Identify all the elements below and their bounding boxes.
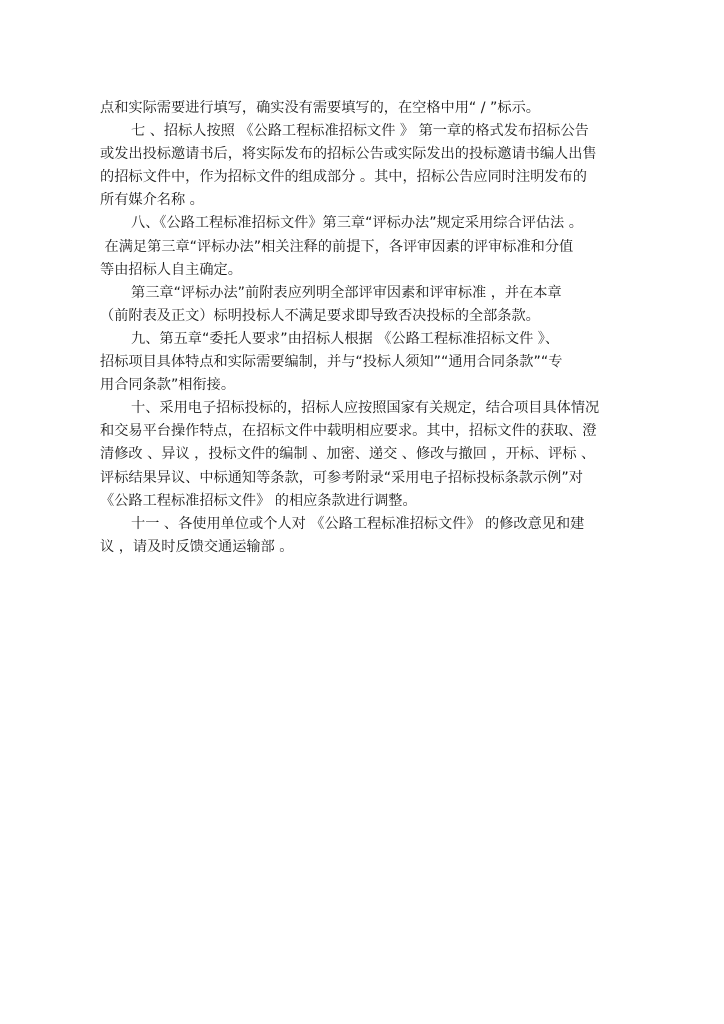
document-body: [100, 98, 650, 560]
text-line: 等由招标人自主确定。: [100, 261, 242, 278]
text-line: 点和实际需要进行填写，确实没有需要填写的，在空格中用“ / ”标示。: [100, 100, 540, 116]
text-line: 九、第五章“委托人要求”由招标人根据 《公路工程标准招标文件 》、: [131, 330, 560, 347]
text-line: 评标结果异议、中标通知等条款，可参考附录“采用电子招标投标条款示例”对: [100, 469, 583, 486]
text-line: 和交易平台操作特点，在招标文件中载明相应要求。其中，招标文件的获取、澄: [100, 423, 597, 440]
text-line: 《公路工程标准招标文件》 的相应条款进行调整。: [100, 492, 417, 509]
text-line: 的招标文件中，作为招标文件的组成部分 。其中，招标公告应同时注明发布的: [100, 169, 587, 186]
text-line: （前附表及正文）标明投标人不满足要求即导致否决投标的全部条款。: [100, 307, 540, 324]
text-line: 所有媒介名称 。: [100, 192, 204, 209]
text-line: 七 、招标人按照 《公路工程标准招标文件 》 第一章的格式发布招标公告: [131, 123, 589, 140]
text-line: 第三章“评标办法”前附表应列明全部评审因素和评审标准 ，并在本章: [131, 284, 562, 301]
text-line: 用合同条款”相衔接。: [100, 377, 236, 394]
text-line: 十一 、各使用单位或个人对 《公路工程标准招标文件》 的修改意见和建: [131, 515, 585, 532]
text-line: 八、《公路工程标准招标文件》第三章“评标办法”规定采用综合评估法 。: [131, 215, 583, 232]
text-line: 十、采用电子招标投标的，招标人应按照国家有关规定，结合项目具体情况: [131, 400, 600, 417]
text-line: 或发出投标邀请书后，将实际发布的招标公告或实际发出的投标邀请书编人出售: [100, 146, 597, 163]
text-line: 议 ，请及时反馈交通运输部 。: [100, 538, 294, 555]
text-line: 在满足第三章“评标办法”相关注释的前提下，各评审因素的评审标准和分值: [100, 238, 574, 255]
text-line: 招标项目具体特点和实际需要编制，并与“投标人须知”“通用合同条款”“专: [100, 354, 563, 371]
text-line: 清修改 、异议 ，投标文件的编制 、加密、递交 、修改与撤回 ，开标、评标 、: [100, 446, 596, 463]
